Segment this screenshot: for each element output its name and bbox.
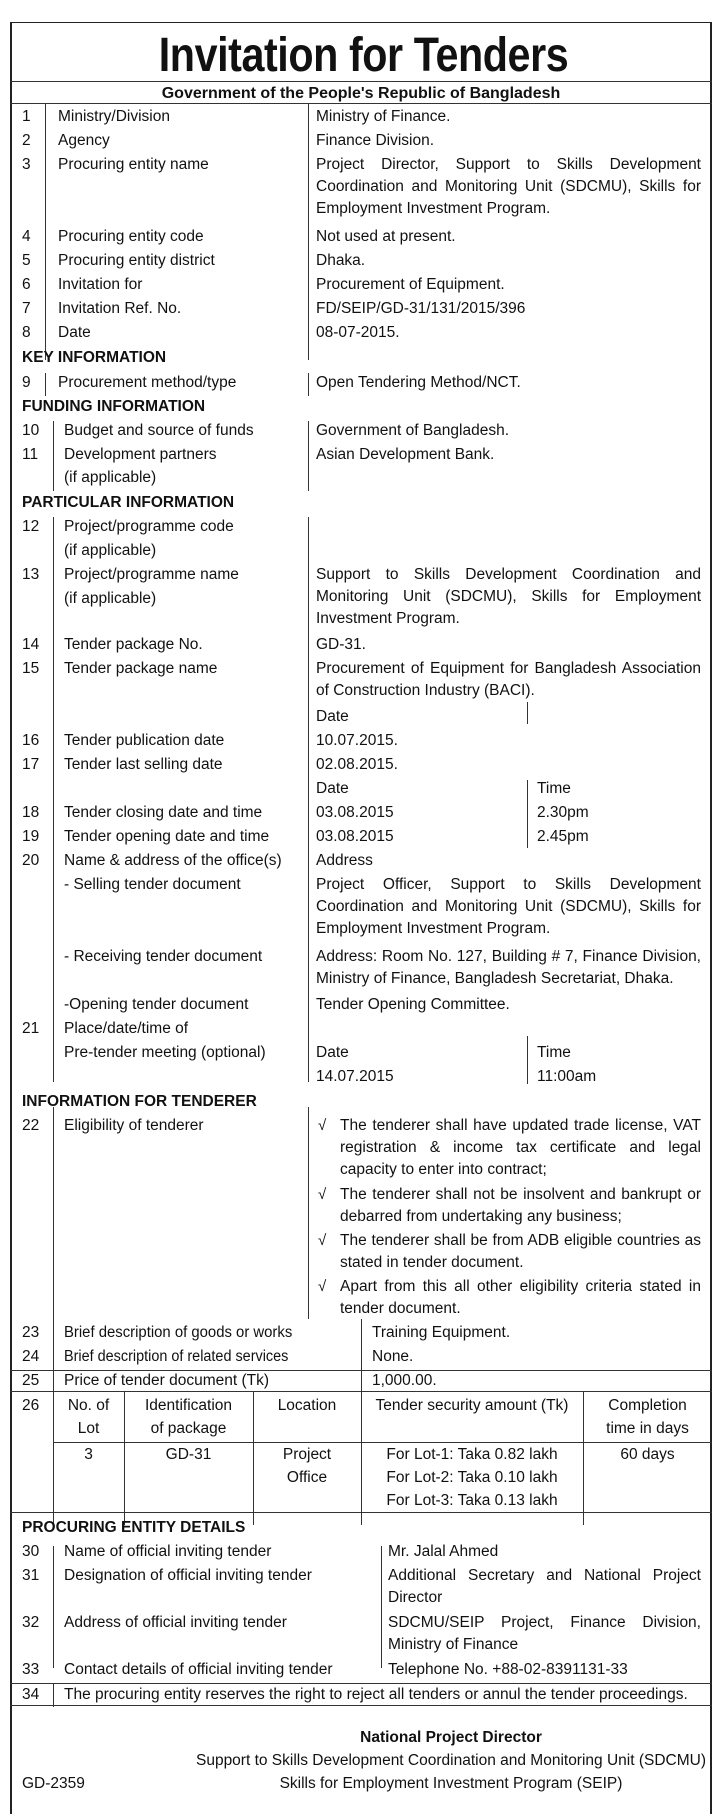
row-label: Tender last selling date	[64, 756, 223, 773]
row-label: Tender publication date	[64, 732, 225, 749]
row-number: 24	[22, 1348, 40, 1365]
divider	[53, 517, 54, 1082]
ad-code: GD-2359	[22, 1775, 85, 1792]
divider	[53, 421, 54, 491]
signatory-title: National Project Director	[360, 1729, 542, 1746]
security-header: Tender security amount (Tk)	[375, 1397, 569, 1414]
row-number: 31	[22, 1567, 40, 1584]
divider	[527, 702, 528, 724]
row-label: Place/date/time of	[64, 1020, 189, 1037]
section-heading-tenderer: INFORMATION FOR TENDERER	[22, 1093, 257, 1110]
lot-header: No. of	[67, 1397, 110, 1414]
row-number: 12	[22, 518, 40, 535]
row-value: Ministry of Finance.	[316, 108, 451, 125]
divider	[361, 1319, 362, 1391]
row-label: Tender opening date and time	[64, 828, 270, 845]
row-label: Date	[58, 324, 91, 341]
sub-label-opening: -Opening tender document	[64, 996, 249, 1013]
row-value: Government of Bangladesh.	[316, 422, 510, 439]
package-header: Identification	[144, 1397, 233, 1414]
rule	[53, 1442, 712, 1443]
row-value: 1,000.00.	[372, 1372, 437, 1389]
row-value: Finance Division.	[316, 132, 435, 149]
completion-header: Completion	[608, 1397, 687, 1414]
signatory-program: Skills for Employment Investment Program (SEIP)	[279, 1775, 623, 1792]
row-value: Procurement of Equipment.	[316, 276, 505, 293]
row-label: Project/programme name	[64, 566, 239, 583]
row-value: None.	[372, 1348, 414, 1365]
row-number: 13	[22, 566, 40, 583]
row-label-note: (if applicable)	[64, 590, 157, 607]
row-number: 7	[22, 300, 31, 317]
row-number: 1	[22, 108, 31, 125]
row-number: 21	[22, 1020, 40, 1037]
divider	[308, 373, 309, 396]
row-label: Brief description of goods or works	[64, 1324, 293, 1341]
row-label: Eligibility of tenderer	[64, 1117, 204, 1134]
lot-security: For Lot-3: Taka 0.13 lakh	[386, 1492, 558, 1509]
row-number: 18	[22, 804, 40, 821]
row-value: Not used at present.	[316, 228, 456, 245]
row-number: 16	[22, 732, 40, 749]
divider	[381, 1546, 382, 1668]
row-date: 03.08.2015	[316, 828, 394, 845]
row-number: 30	[22, 1543, 40, 1560]
row-value: Telephone No. +88-02-8391131-33	[388, 1661, 628, 1678]
row-date: 14.07.2015	[316, 1068, 394, 1085]
eligibility-item: The tenderer shall be from ADB eligible countries as stated in tender document.	[340, 1232, 701, 1271]
row-label: Procurement method/type	[58, 374, 237, 391]
divider	[308, 517, 309, 1082]
sub-label-receiving: - Receiving tender document	[64, 948, 263, 965]
row-label-note: Pre-tender meeting (optional)	[64, 1044, 266, 1061]
row-label: Agency	[58, 132, 110, 149]
row-number: 9	[22, 374, 31, 391]
row-number: 22	[22, 1117, 40, 1134]
column-head-time: Time	[537, 1044, 571, 1061]
check-icon: √	[318, 1186, 327, 1203]
row-label: Name & address of the office(s)	[64, 852, 282, 869]
column-head-date: Date	[316, 1044, 349, 1061]
section-heading-key: KEY INFORMATION	[22, 349, 167, 366]
row-label: Budget and source of funds	[64, 422, 254, 439]
row-label: Tender package No.	[64, 636, 203, 653]
eligibility-item: The tenderer shall not be insolvent and bankrupt or debarred from undertaking any business;	[340, 1186, 701, 1225]
row-value: Asian Development Bank.	[316, 446, 495, 463]
row-time: 2.45pm	[537, 828, 589, 845]
eligibility-item: The tenderer shall have updated trade license, VAT registration & income tax certificate and legal capacity to enter into contract;	[340, 1117, 701, 1178]
row-time: 11:00am	[537, 1068, 597, 1085]
row-value: Support to Skills Development Coordination and Monitoring Unit (SDCMU), Skills for Employment Investment Program.	[316, 566, 701, 627]
row-label: Name of official inviting tender	[64, 1543, 272, 1560]
row-value: Address	[316, 852, 373, 869]
lot-location: Office	[286, 1469, 328, 1486]
divider	[53, 1546, 54, 1668]
row-label: Project/programme code	[64, 518, 234, 535]
row-value: FD/SEIP/GD-31/131/2015/396	[316, 300, 526, 317]
row-value: Dhaka.	[316, 252, 366, 269]
notice-subtitle: Government of the People's Republic of Bangladesh	[10, 81, 712, 104]
row-number: 6	[22, 276, 31, 293]
row-number: 25	[22, 1372, 40, 1389]
eligibility-item: Apart from this all other eligibility criteria stated in tender document.	[340, 1278, 701, 1317]
row-time: 2.30pm	[537, 804, 589, 821]
row-label-note: (if applicable)	[64, 469, 157, 486]
row-label: Procuring entity name	[58, 156, 209, 173]
row-label: Procuring entity code	[58, 228, 204, 245]
row-value: Mr. Jalal Ahmed	[388, 1543, 499, 1560]
row-number: 19	[22, 828, 40, 845]
column-head-time: Time	[537, 780, 571, 797]
row-label: Designation of official inviting tender	[64, 1567, 312, 1584]
row-label: Ministry/Division	[58, 108, 170, 125]
row-label: Invitation for	[58, 276, 143, 293]
divider-value-col	[308, 104, 309, 360]
completion-header: time in days	[606, 1420, 689, 1437]
row-label: Address of official inviting tender	[64, 1614, 287, 1631]
row-value: Training Equipment.	[372, 1324, 511, 1341]
row-number: 10	[22, 422, 40, 439]
check-icon: √	[318, 1278, 327, 1295]
column-head-date: Date	[316, 780, 349, 797]
row-value: 08-07-2015.	[316, 324, 400, 341]
row-number: 33	[22, 1661, 40, 1678]
sub-value-receiving: Address: Room No. 127, Building # 7, Finance Division, Ministry of Finance, Bangladesh Secretariat, Dhaka.	[316, 948, 701, 987]
sub-value-opening: Tender Opening Committee.	[316, 996, 510, 1013]
row-number: 2	[22, 132, 31, 149]
lot-package: GD-31	[165, 1446, 212, 1463]
row-label: Contact details of official inviting tender	[64, 1661, 333, 1678]
lot-security: For Lot-2: Taka 0.10 lakh	[386, 1469, 558, 1486]
divider	[527, 780, 528, 848]
package-header: of package	[150, 1420, 227, 1437]
row-label: Invitation Ref. No.	[58, 300, 182, 317]
row-number: 23	[22, 1324, 40, 1341]
location-header: Location	[277, 1397, 337, 1414]
row-label-note: (if applicable)	[64, 542, 157, 559]
notice-title: Invitation for Tenders	[158, 29, 569, 82]
row-number: 20	[22, 852, 40, 869]
row-number: 3	[22, 156, 31, 173]
divider	[308, 1107, 309, 1319]
divider-number-col	[45, 104, 46, 360]
row-value: Additional Secretary and National Project Director	[388, 1567, 701, 1606]
row-number: 32	[22, 1614, 40, 1631]
row-value: GD-31.	[316, 636, 366, 653]
row-label: Procuring entity district	[58, 252, 215, 269]
column-head-date: Date	[316, 708, 349, 725]
divider	[53, 1319, 54, 1391]
row-value: SDCMU/SEIP Project, Finance Division, Ministry of Finance	[388, 1614, 701, 1653]
row-number: 4	[22, 228, 31, 245]
row-value: 02.08.2015.	[316, 756, 398, 773]
check-icon: √	[318, 1232, 327, 1249]
row-label: Tender package name	[64, 660, 218, 677]
row-value: Procurement of Equipment for Bangladesh Association of Construction Industry (BACI).	[316, 660, 701, 699]
sub-value-selling: Project Officer, Support to Skills Development Coordination and Monitoring Unit (SDCMU), Skills for Employment Investment Program.	[316, 876, 701, 937]
lot-location: Project	[282, 1446, 332, 1463]
row-value: 10.07.2015.	[316, 732, 398, 749]
divider	[308, 421, 309, 491]
row-number: 34	[22, 1686, 40, 1703]
rule	[10, 1512, 712, 1513]
lot-count: 3	[84, 1446, 93, 1463]
reservation-statement: The procuring entity reserves the right to reject all tenders or annul the tender proceedings.	[64, 1686, 688, 1703]
sub-label-selling: - Selling tender document	[64, 876, 241, 893]
row-number: 26	[22, 1397, 40, 1414]
divider	[53, 1107, 54, 1319]
row-number: 5	[22, 252, 31, 269]
divider	[53, 1683, 54, 1707]
row-number: 11	[22, 446, 39, 463]
row-label: Price of tender document (Tk)	[64, 1372, 270, 1389]
row-number: 8	[22, 324, 31, 341]
row-value: Project Director, Support to Skills Development Coordination and Monitoring Unit (SDCMU), Skills for Employment Investment Program.	[316, 156, 701, 217]
row-label: Tender closing date and time	[64, 804, 263, 821]
lot-header: Lot	[77, 1420, 100, 1437]
section-heading-particular: PARTICULAR INFORMATION	[22, 494, 235, 511]
row-date: 03.08.2015	[316, 804, 394, 821]
row-label: Development partners	[64, 446, 217, 463]
check-icon: √	[318, 1117, 327, 1134]
section-heading-funding: FUNDING INFORMATION	[22, 398, 206, 415]
row-label: Brief description of related services	[64, 1348, 289, 1365]
row-number: 17	[22, 756, 40, 773]
lot-security: For Lot-1: Taka 0.82 lakh	[386, 1446, 558, 1463]
lot-completion: 60 days	[620, 1446, 675, 1463]
signatory-unit: Support to Skills Development Coordination and Monitoring Unit (SDCMU)	[195, 1752, 706, 1769]
section-heading-procuring: PROCURING ENTITY DETAILS	[22, 1519, 246, 1536]
divider	[45, 373, 46, 396]
row-number: 15	[22, 660, 40, 677]
row-value: Open Tendering Method/NCT.	[316, 374, 521, 391]
divider	[527, 1036, 528, 1084]
row-number: 14	[22, 636, 40, 653]
